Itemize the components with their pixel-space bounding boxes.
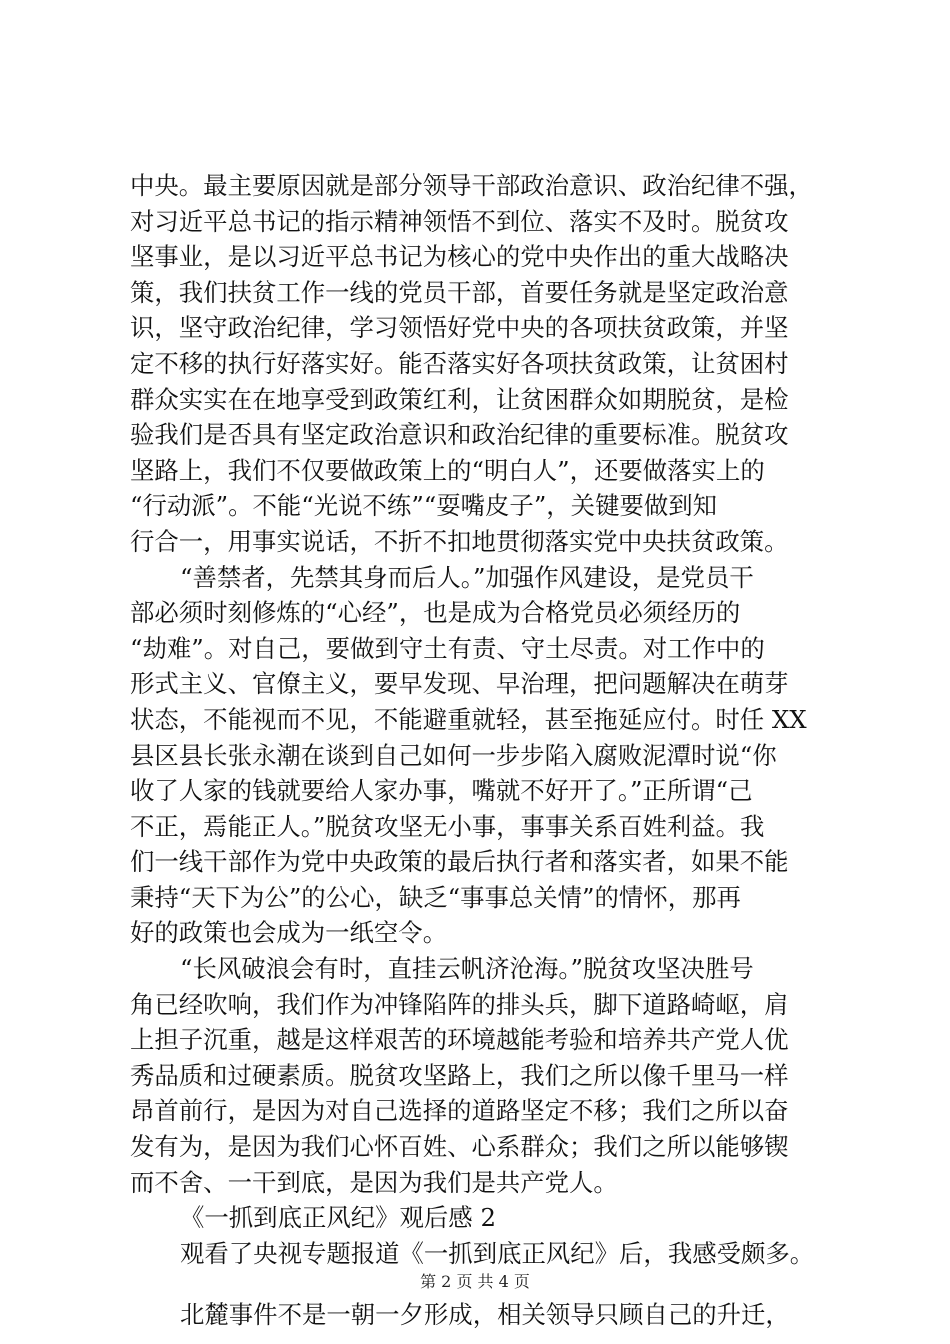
text-line: 好的政策也会成为一纸空令。 [130, 918, 448, 948]
text-line: 识，坚守政治纪律，学习领悟好党中央的各项扶贫政策，并坚 [130, 313, 789, 343]
text-line: 秀品质和过硬素质。脱贫攻坚路上，我们之所以像千里马一样 [130, 1060, 789, 1090]
text-line: 状态，不能视而不见，不能避重就轻，甚至拖延应付。时任 XX [130, 704, 807, 734]
text-line: 坚路上，我们不仅要做政策上的“明白人”，还要做落实上的 [130, 455, 765, 485]
text-line: 定不移的执行好落实好。能否落实好各项扶贫政策，让贫困村 [130, 348, 789, 378]
text-line: 验我们是否具有坚定政治意识和政治纪律的重要标准。脱贫攻 [130, 420, 789, 450]
text-line: 行合一，用事实说话，不折不扣地贯彻落实党中央扶贫政策。 [130, 526, 789, 556]
text-line: 们一线干部作为党中央政策的最后执行者和落实者，如果不能 [130, 847, 789, 877]
text-line: 上担子沉重，越是这样艰苦的环境越能考验和培养共产党人优 [130, 1025, 789, 1055]
text-line: 群众实实在在地享受到政策红利，让贫困群众如期脱贫，是检 [130, 384, 789, 414]
text-line: 角已经吹响，我们作为冲锋陷阵的排头兵，脚下道路崎岖，肩 [130, 989, 789, 1019]
text-line: “行动派”。不能“光说不练”“耍嘴皮子”，关键要做到知 [130, 491, 718, 521]
text-line: 发有为，是因为我们心怀百姓、心系群众；我们之所以能够锲 [130, 1132, 789, 1162]
text-line: 县区县长张永潮在谈到自己如何一步步陷入腐败泥潭时说“你 [130, 740, 777, 770]
page-number-footer: 第 2 页 共 4 页 [420, 1272, 530, 1291]
text-line: 坚事业，是以习近平总书记为核心的党中央作出的重大战略决 [130, 242, 789, 272]
text-line: 观看了央视专题报道《一抓到底正风纪》后，我感受颇多。 [180, 1238, 815, 1268]
text-line: 对习近平总书记的指示精神领悟不到位、落实不及时。脱贫攻 [130, 206, 789, 236]
text-line: 昂首前行，是因为对自己选择的道路坚定不移；我们之所以奋 [130, 1096, 789, 1126]
text-line: 部必须时刻修炼的“心经”，也是成为合格党员必须经历的 [130, 598, 741, 628]
text-line: “善禁者，先禁其身而后人。”加强作风建设，是党员干 [180, 562, 754, 592]
text-line: 策，我们扶贫工作一线的党员干部，首要任务就是坚定政治意 [130, 277, 789, 307]
text-line: “劫难”。对自己，要做到守土有责、守土尽责。对工作中的 [130, 633, 765, 663]
text-line: 不正，焉能正人。”脱贫攻坚无小事，事事关系百姓利益。我 [130, 811, 765, 841]
text-line: 北麓事件不是一朝一夕形成，相关领导只顾自己的升迁， [180, 1300, 790, 1330]
section-heading: 《一抓到底正风纪》观后感 2 [180, 1203, 496, 1233]
text-line: “长风破浪会有时，直挂云帆济沧海。”脱贫攻坚决胜号 [180, 954, 754, 984]
document-body [130, 168, 830, 1333]
text-line: 而不舍、一干到底，是因为我们是共产党人。 [130, 1167, 618, 1197]
text-line: 中央。最主要原因就是部分领导干部政治意识、政治纪律不强， [130, 171, 813, 200]
text-line: 形式主义、官僚主义，要早发现、早治理，把问题解决在萌芽 [130, 669, 789, 699]
text-line: 秉持“天下为公”的公心，缺乏“事事总关情”的情怀，那再 [130, 882, 741, 912]
text-line: 收了人家的钱就要给人家办事，嘴就不好开了。”正所谓“己 [130, 776, 753, 806]
